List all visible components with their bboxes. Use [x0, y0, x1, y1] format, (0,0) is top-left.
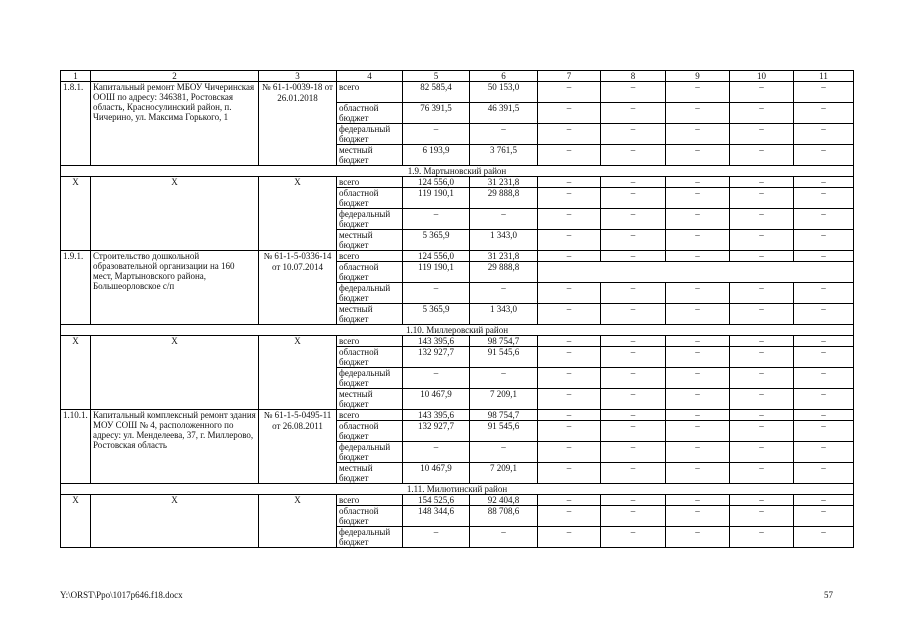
dash-cell: – [601, 442, 666, 463]
dash-cell: – [730, 230, 794, 251]
dash-cell: – [403, 368, 470, 389]
x-mark: Х [61, 177, 91, 251]
item-number: 1.9.1. [61, 251, 91, 325]
dash-cell: – [470, 527, 538, 548]
dash-cell: – [730, 103, 794, 124]
dash-cell: – [601, 304, 666, 325]
fund-label: местный бюджет [337, 389, 403, 410]
value-cell: 3 761,5 [470, 145, 538, 166]
dash-cell: – [601, 251, 666, 262]
col-number-6: 6 [470, 71, 538, 82]
value-cell: 143 395,6 [403, 410, 470, 421]
dash-cell: – [730, 304, 794, 325]
dash-cell: – [601, 389, 666, 410]
value-cell: 154 525,6 [403, 495, 470, 506]
value-cell: 10 467,9 [403, 463, 470, 484]
value-cell: 6 193,9 [403, 145, 470, 166]
col-number-8: 8 [601, 71, 666, 82]
dash-cell: – [730, 463, 794, 484]
dash-cell: – [794, 103, 854, 124]
dash-cell: – [601, 527, 666, 548]
dash-cell: – [666, 283, 730, 304]
dash-cell: – [538, 251, 601, 262]
dash-cell: – [538, 421, 601, 442]
fund-label: федеральный бюджет [337, 442, 403, 463]
dash-cell: – [470, 442, 538, 463]
dash-cell: – [538, 368, 601, 389]
dash-cell: – [403, 527, 470, 548]
value-cell: 1 343,0 [470, 304, 538, 325]
dash-cell: – [730, 336, 794, 347]
dash-cell: – [601, 410, 666, 421]
dash-cell: – [601, 177, 666, 188]
dash-cell: – [470, 124, 538, 145]
dash-cell: – [601, 421, 666, 442]
value-cell: 5 365,9 [403, 304, 470, 325]
dash-cell: – [666, 103, 730, 124]
fund-label: всего [337, 336, 403, 347]
dash-cell: – [794, 389, 854, 410]
value-cell: 82 585,4 [403, 82, 470, 103]
value-cell: 31 231,8 [470, 251, 538, 262]
dash-cell: – [666, 347, 730, 368]
table-row [61, 177, 854, 188]
fund-label: всего [337, 410, 403, 421]
fund-label: федеральный бюджет [337, 283, 403, 304]
dash-cell: – [730, 368, 794, 389]
table-row [61, 82, 854, 103]
dash-cell: – [601, 336, 666, 347]
dash-cell: – [794, 188, 854, 209]
value-cell: 76 391,5 [403, 103, 470, 124]
dash-cell: – [538, 103, 601, 124]
dash-cell: – [730, 209, 794, 230]
dash-cell: – [730, 124, 794, 145]
dash-cell: – [730, 389, 794, 410]
dash-cell: – [538, 188, 601, 209]
dash-cell: – [730, 442, 794, 463]
col-number-9: 9 [666, 71, 730, 82]
value-cell: 119 190,1 [403, 188, 470, 209]
col-number-11: 11 [794, 71, 854, 82]
dash-cell: – [794, 124, 854, 145]
col-number-1: 1 [61, 71, 91, 82]
dash-cell: – [794, 442, 854, 463]
col-number-7: 7 [538, 71, 601, 82]
value-cell: 29 888,8 [470, 262, 538, 283]
dash-cell: – [794, 506, 854, 527]
dash-cell: – [601, 188, 666, 209]
dash-cell: – [794, 230, 854, 251]
dash-cell: – [666, 209, 730, 230]
dash-cell: – [730, 506, 794, 527]
value-cell: 50 153,0 [470, 82, 538, 103]
value-cell: 91 545,6 [470, 421, 538, 442]
dash-cell: – [538, 347, 601, 368]
dash-cell: – [538, 410, 601, 421]
dash-cell: – [794, 463, 854, 484]
fund-label: федеральный бюджет [337, 527, 403, 548]
dash-cell: – [601, 463, 666, 484]
item-name: Капитальный комплексный ремонт здания МОУ СОШ № 4, расположенного по адресу: ул. Менделеева, 37, г. Миллерово, Ростовская область [91, 410, 259, 484]
table-row [61, 251, 854, 262]
dash-cell: – [470, 209, 538, 230]
dash-cell: – [666, 336, 730, 347]
dash-cell: – [730, 421, 794, 442]
fund-label: всего [337, 177, 403, 188]
dash-cell: – [666, 495, 730, 506]
fund-label: областной бюджет [337, 421, 403, 442]
item-document: № 61-1-5-0336-14 от 10.07.2014 [259, 251, 337, 325]
col-number-2: 2 [91, 71, 259, 82]
dash-cell: – [730, 410, 794, 421]
page-number: 57 [824, 590, 833, 600]
section-row [61, 325, 854, 336]
section-row [61, 484, 854, 495]
dash-cell: – [601, 347, 666, 368]
value-cell: 124 556,0 [403, 251, 470, 262]
item-number: 1.8.1. [61, 82, 91, 166]
dash-cell: – [538, 495, 601, 506]
dash-cell: – [601, 209, 666, 230]
section-title: 1.11. Милютинский район [61, 484, 854, 495]
dash-cell: – [403, 124, 470, 145]
value-cell: 98 754,7 [470, 410, 538, 421]
dash-cell: – [538, 442, 601, 463]
x-mark: Х [91, 177, 259, 251]
dash-cell: – [538, 336, 601, 347]
value-cell: 132 927,7 [403, 421, 470, 442]
value-cell: 124 556,0 [403, 177, 470, 188]
dash-cell: – [730, 283, 794, 304]
dash-cell: – [666, 188, 730, 209]
dash-cell: – [666, 442, 730, 463]
item-document: № 61-1-0039-18 от 26.01.2018 [259, 82, 337, 166]
fund-label: всего [337, 495, 403, 506]
dash-cell: – [730, 188, 794, 209]
value-cell: 31 231,8 [470, 177, 538, 188]
dash-cell: – [538, 283, 601, 304]
dash-cell: – [470, 283, 538, 304]
dash-cell: – [666, 177, 730, 188]
dash-cell: – [601, 506, 666, 527]
fund-label: областной бюджет [337, 347, 403, 368]
value-cell: 92 404,8 [470, 495, 538, 506]
x-mark: Х [259, 177, 337, 251]
dash-cell: – [730, 495, 794, 506]
dash-cell: – [538, 124, 601, 145]
dash-cell: – [403, 442, 470, 463]
x-mark: Х [259, 336, 337, 410]
dash-cell: – [601, 82, 666, 103]
value-cell: 46 391,5 [470, 103, 538, 124]
fund-label: областной бюджет [337, 262, 403, 283]
value-cell: 10 467,9 [403, 389, 470, 410]
dash-cell: – [666, 251, 730, 262]
dash-cell: – [666, 410, 730, 421]
fund-label: местный бюджет [337, 304, 403, 325]
fund-label: всего [337, 251, 403, 262]
dash-cell: – [730, 145, 794, 166]
dash-cell: – [794, 347, 854, 368]
value-cell: 5 365,9 [403, 230, 470, 251]
dash-cell: – [601, 103, 666, 124]
dash-cell: – [666, 421, 730, 442]
value-cell: 7 209,1 [470, 389, 538, 410]
dash-cell: – [601, 124, 666, 145]
dash-cell: – [730, 347, 794, 368]
dash-cell: – [666, 506, 730, 527]
dash-cell: – [730, 527, 794, 548]
fund-label: областной бюджет [337, 506, 403, 527]
dash-cell: – [538, 145, 601, 166]
dash-cell: – [666, 463, 730, 484]
x-mark: Х [91, 336, 259, 410]
table-row [61, 336, 854, 347]
section-title: 1.9. Мартыновский район [61, 166, 854, 177]
fund-label: местный бюджет [337, 145, 403, 166]
dash-cell: – [538, 527, 601, 548]
dash-cell: – [794, 82, 854, 103]
dash-cell: – [601, 368, 666, 389]
column-number-row [61, 71, 854, 82]
fund-label: областной бюджет [337, 188, 403, 209]
col-number-5: 5 [403, 71, 470, 82]
col-number-10: 10 [730, 71, 794, 82]
value-cell: 29 888,8 [470, 188, 538, 209]
dash-cell: – [730, 177, 794, 188]
x-mark: Х [259, 495, 337, 548]
dash-cell: – [666, 527, 730, 548]
x-mark: Х [91, 495, 259, 548]
dash-cell: – [794, 251, 854, 262]
value-cell: 148 344,6 [403, 506, 470, 527]
dash-cell: – [794, 421, 854, 442]
section-title: 1.10. Миллеровский район [61, 325, 854, 336]
value-cell: 143 395,6 [403, 336, 470, 347]
dash-cell: – [538, 389, 601, 410]
dash-cell: – [538, 82, 601, 103]
value-cell: 1 343,0 [470, 230, 538, 251]
budget-table [60, 70, 854, 548]
dash-cell: – [794, 495, 854, 506]
empty-cell [538, 262, 854, 283]
dash-cell: – [666, 124, 730, 145]
dash-cell: – [403, 283, 470, 304]
dash-cell: – [403, 209, 470, 230]
value-cell: 88 708,6 [470, 506, 538, 527]
x-mark: Х [61, 495, 91, 548]
value-cell: 132 927,7 [403, 347, 470, 368]
dash-cell: – [538, 304, 601, 325]
fund-label: федеральный бюджет [337, 124, 403, 145]
fund-label: местный бюджет [337, 463, 403, 484]
col-number-4: 4 [337, 71, 403, 82]
dash-cell: – [794, 336, 854, 347]
dash-cell: – [794, 410, 854, 421]
section-row [61, 166, 854, 177]
footer-file-path: Y:\ORST\Ppo\1017p646.f18.docx [60, 590, 183, 600]
dash-cell: – [601, 230, 666, 251]
dash-cell: – [666, 230, 730, 251]
dash-cell: – [794, 527, 854, 548]
dash-cell: – [538, 177, 601, 188]
item-name: Строительство дошкольной образовательной организации на 160 мест, Мартыновского района, Большеорловское с/п [91, 251, 259, 325]
dash-cell: – [666, 368, 730, 389]
x-mark: Х [61, 336, 91, 410]
value-cell: 119 190,1 [403, 262, 470, 283]
value-cell: 91 545,6 [470, 347, 538, 368]
dash-cell: – [538, 463, 601, 484]
dash-cell: – [666, 304, 730, 325]
fund-label: всего [337, 82, 403, 103]
fund-label: федеральный бюджет [337, 368, 403, 389]
table-row [61, 495, 854, 506]
dash-cell: – [730, 251, 794, 262]
table-row [61, 410, 854, 421]
dash-cell: – [601, 145, 666, 166]
dash-cell: – [794, 304, 854, 325]
dash-cell: – [538, 209, 601, 230]
item-name: Капитальный ремонт МБОУ Чичеринская ООШ по адресу: 346381, Ростовская область, Красносулинский район, п. Чичерино, ул. Максима Горького, 1 [91, 82, 259, 166]
item-number: 1.10.1. [61, 410, 91, 484]
dash-cell: – [666, 82, 730, 103]
item-document: № 61-1-5-0495-11 от 26.08.2011 [259, 410, 337, 484]
dash-cell: – [601, 283, 666, 304]
dash-cell: – [794, 283, 854, 304]
dash-cell: – [794, 368, 854, 389]
fund-label: местный бюджет [337, 230, 403, 251]
dash-cell: – [601, 495, 666, 506]
fund-label: областной бюджет [337, 103, 403, 124]
value-cell: 7 209,1 [470, 463, 538, 484]
dash-cell: – [470, 368, 538, 389]
value-cell: 98 754,7 [470, 336, 538, 347]
dash-cell: – [794, 145, 854, 166]
dash-cell: – [666, 145, 730, 166]
col-number-3: 3 [259, 71, 337, 82]
dash-cell: – [538, 230, 601, 251]
dash-cell: – [794, 177, 854, 188]
fund-label: федеральный бюджет [337, 209, 403, 230]
dash-cell: – [794, 209, 854, 230]
dash-cell: – [666, 389, 730, 410]
dash-cell: – [538, 506, 601, 527]
dash-cell: – [730, 82, 794, 103]
